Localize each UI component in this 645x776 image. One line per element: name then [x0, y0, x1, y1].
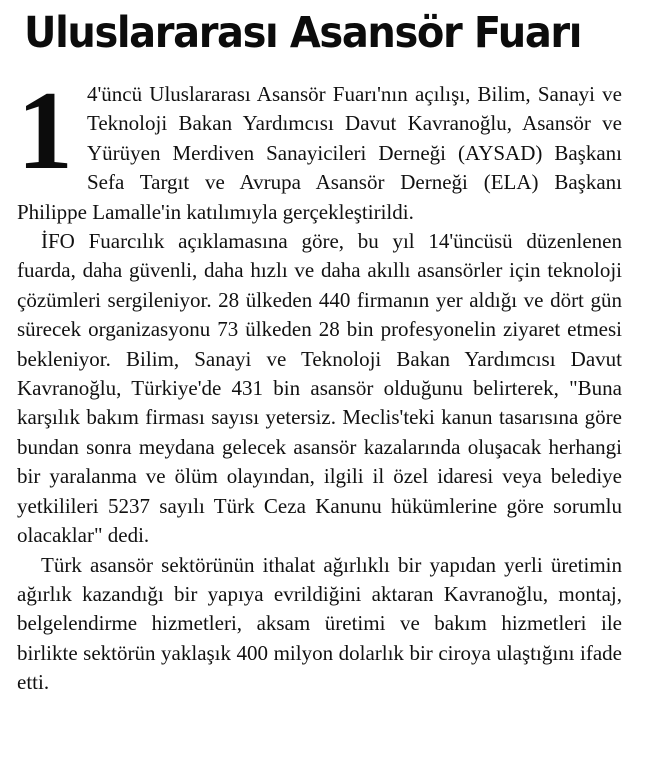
- drop-cap: 1: [17, 69, 73, 193]
- paragraph-3: Türk asansör sektörünün ithalat ağırlıklı bir yapıdan yerli üretimin ağırlık kazandığı bir yapıya evrildiğini aktaran Kavranoğlu, montaj, belgelendirme hizmetleri, aksam üretimi ve bakım hizmetleri ile birlikte sektörün yaklaşık 400 milyon dolarlık bir ciroya ulaştığını ifade etti.: [17, 552, 622, 695]
- headline: Uluslararası Asansör Fuarı: [24, 8, 582, 58]
- article-body: [17, 69, 622, 698]
- paragraph-1-text: 4'üncü Uluslararası Asansör Fuarı'nın açılışı, Bilim, Sanayi ve Teknoloji Bakan Yardımcısı Davut Kavranoğlu, Asansör ve Yürüyen Merdiven Sanayicileri Derneği (AYSAD) Başkanı Sefa Targıt ve Avrupa Asansör Derneği (ELA) Başkanı Philippe Lamalle'in katılımıyla gerçekleştirildi.: [17, 82, 622, 224]
- paragraph-2: İFO Fuarcılık açıklamasına göre, bu yıl 14'üncüsü düzenlenen fuarda, daha güvenli, daha hızlı ve daha akıllı asansörler için teknoloji çözümleri sergileniyor. 28 ülkeden 440 firmanın yer aldığı ve dört gün sürecek organizasyonu 73 ülkeden 28 bin profesyonelin ziyaret etmesi bekleniyor. Bilim, Sanayi ve Teknoloji Bakan Yardımcısı Davut Kavranoğlu, Türkiye'de 431 bin asansör olduğunu belirterek, "Buna karşılık bakım firması sayısı yetersiz. Meclis'teki kanun tasarısına göre bundan sonra meydana gelecek asansör kazalarında oluşacak herhangi bir yaralanma ve ölüm olayından, ilgili il özel idaresi veya belediye yetkilileri 5237 sayılı Türk Ceza Kanunu hükümlerine göre sorumlu olacaklar" dedi.: [17, 229, 622, 548]
- paragraph-1: [17, 69, 622, 227]
